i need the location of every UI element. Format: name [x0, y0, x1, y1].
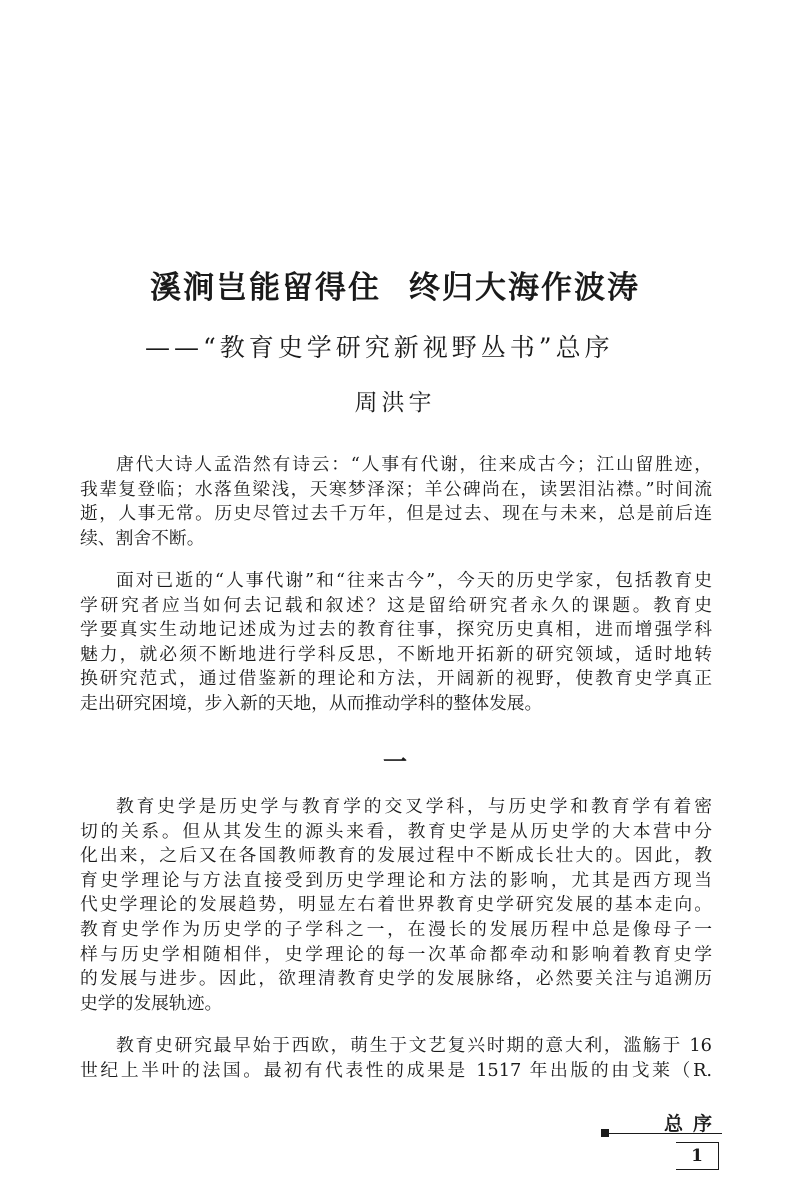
paragraph-line: 切的关系。但从其发生的源头来看，教育史学是从历史学的大本营中分 [80, 820, 712, 842]
paragraph-line: 换研究范式，通过借鉴新的理论和方法，开阔新的视野，使教育史学真正 [80, 668, 712, 690]
paragraph-4 [80, 1034, 712, 1083]
paragraph-line: 走出研究困境，步入新的天地，从而推动学科的整体发展。 [80, 692, 543, 714]
paragraph-line: 教育史学是历史学与教育学的交叉学科，与历史学和教育学有着密 [116, 796, 712, 817]
paragraph-line: 学研究者应当如何去记载和叙述？这是留给研究者永久的课题。教育史 [80, 594, 712, 616]
page-subtitle: ——“教育史学研究新视野丛书”总序 [145, 333, 614, 362]
title-part-1: 溪涧岂能留得住 [150, 270, 381, 306]
paragraph-line: 样与历史学相随相伴，史学理论的每一次革命都牵动和影响着教育史学 [80, 943, 712, 965]
title-part-2: 终归大海作波涛 [409, 270, 640, 306]
paragraph-line: 化出来，之后又在各国教师教育的发展过程中不断成长壮大的。因此，教 [80, 845, 712, 867]
paragraph-line: 代史学理论的发展趋势，明显左右着世界教育史学研究发展的基本走向。 [80, 894, 712, 916]
paragraph-3 [80, 795, 712, 1016]
paragraph-1 [80, 453, 712, 551]
paragraph-line: 世纪上半叶的法国。最初有代表性的成果是 1517 年出版的由戈莱（R. [80, 1059, 712, 1081]
page-number: 1 [676, 1142, 719, 1170]
paragraph-line: 我辈复登临；水落鱼梁浅，天寒梦泽深；羊公碑尚在，读罢泪沾襟。”时间流 [80, 478, 712, 500]
paragraph-line: 的发展与进步。因此，欲理清教育史学的发展脉络，必然要关注与追溯历 [80, 968, 712, 990]
paragraph-line: 教育史学作为历史学的子学科之一，在漫长的发展历程中总是像母子一 [80, 918, 712, 940]
paragraph-line: 史学的发展轨迹。 [80, 992, 223, 1014]
footer-rule [608, 1133, 722, 1134]
author-name: 周洪宇 [354, 390, 436, 416]
paragraph-line: 面对已逝的“人事代谢”和“往来古今”，今天的历史学家，包括教育史 [116, 570, 712, 591]
page-title [0, 262, 790, 307]
paragraph-line: 学要真实生动地记述成为过去的教育往事，探究历史真相，进而增强学科 [80, 619, 712, 641]
paragraph-2 [80, 569, 712, 717]
paragraph-line: 教育史研究最早始于西欧，萌生于文艺复兴时期的意大利，滥觞于 16 [116, 1035, 712, 1056]
paragraph-line: 魅力，就必须不断地进行学科反思，不断地开拓新的研究领域，适时地转 [80, 643, 712, 665]
paragraph-line: 逝，人事无常。历史尽管过去千万年，但是过去、现在与未来，总是前后连 [80, 503, 712, 525]
running-footer-label: 总序 [664, 1113, 723, 1135]
paragraph-line: 唐代大诗人孟浩然有诗云：“人事有代谢，往来成古今；江山留胜迹， [116, 454, 712, 475]
paragraph-line: 续、割舍不断。 [80, 527, 205, 549]
section-number: 一 [383, 747, 407, 776]
paragraph-line: 育史学理论与方法直接受到历史学理论和方法的影响，尤其是西方现当 [80, 869, 712, 891]
